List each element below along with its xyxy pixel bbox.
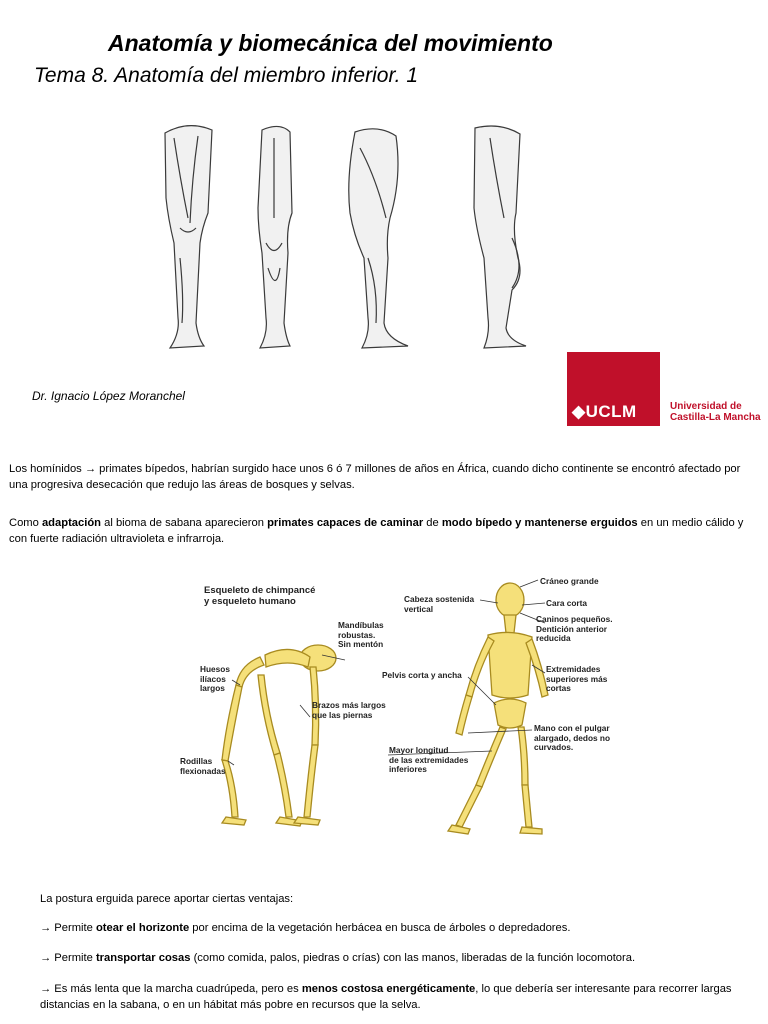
page-subtitle: Tema 8. Anatomía del miembro inferior. 1 — [34, 64, 419, 87]
adaptation-paragraph: Como adaptación al bioma de sabana aparecieron primates capaces de caminar de modo bípedo y mantenerse erguidos en un medio cálido y con fuerte radiación ultravioleta e infrarroja. — [9, 517, 744, 545]
leg-anatomy-illustration — [140, 118, 560, 358]
label-brazos: Brazos más largos que las piernas — [312, 700, 386, 720]
label-craneo: Cráneo grande — [540, 576, 599, 586]
label-caninos: Caninos pequeños. Dentición anterior reducida — [536, 614, 613, 643]
advantage-horizonte: → Permite otear el horizonte por encima de la vegetación herbácea en busca de árboles o depredadores. — [40, 922, 571, 934]
label-pelvis: Pelvis corta y ancha — [382, 670, 462, 680]
intro-paragraph: Los homínidos → primates bípedos, habrían surgido hace unos 6 ó 7 millones de años en África, cuando dicho continente se encontró afectado por una progresiva desecación que redujo las áreas de bosques y selvas. — [9, 463, 741, 491]
label-cara: Cara corta — [546, 598, 588, 608]
page-title: Anatomía y biomecánica del movimiento — [108, 30, 553, 56]
label-mano: Mano con el pulgar alargado, dedos no curvados. — [534, 723, 611, 752]
figure-title: Esqueleto de chimpancé y esqueleto humano — [204, 585, 316, 607]
uclm-diamond-icon: ◆ — [572, 402, 586, 421]
skeleton-figure — [170, 555, 613, 845]
label-mandibulas: Mandíbulas robustas. Sin mentón — [338, 620, 384, 649]
uclm-logo-text: ◆UCLM — [572, 402, 637, 421]
label-huesos-iliacos: Huesos ilíacos largos — [200, 664, 230, 693]
university-name: Universidad de Castilla-La Mancha — [670, 401, 761, 423]
advantage-energia: → Es más lenta que la marcha cuadrúpeda, pero es menos costosa energéticamente, lo que debería ser interesante para recorrer largas distancias en la sabana, o en un hábitat más pobre en recursos que la selva. — [40, 983, 732, 1011]
label-extremidades-superiores: Extremidades superiores más cortas — [546, 664, 608, 693]
label-cabeza: Cabeza sostenida vertical — [404, 594, 475, 614]
advantage-transportar: → Permite transportar cosas (como comida, palos, piedras o crías) con las manos, liberadas de la función locomotora. — [40, 952, 636, 964]
advantages-intro: La postura erguida parece aportar ciertas ventajas: — [40, 893, 294, 905]
author-name: Dr. Ignacio López Moranchel — [32, 389, 185, 403]
label-rodillas: Rodillas flexionadas — [180, 756, 226, 776]
label-mayor-longitud: Mayor longitud de las extremidades inferiores — [389, 745, 469, 774]
